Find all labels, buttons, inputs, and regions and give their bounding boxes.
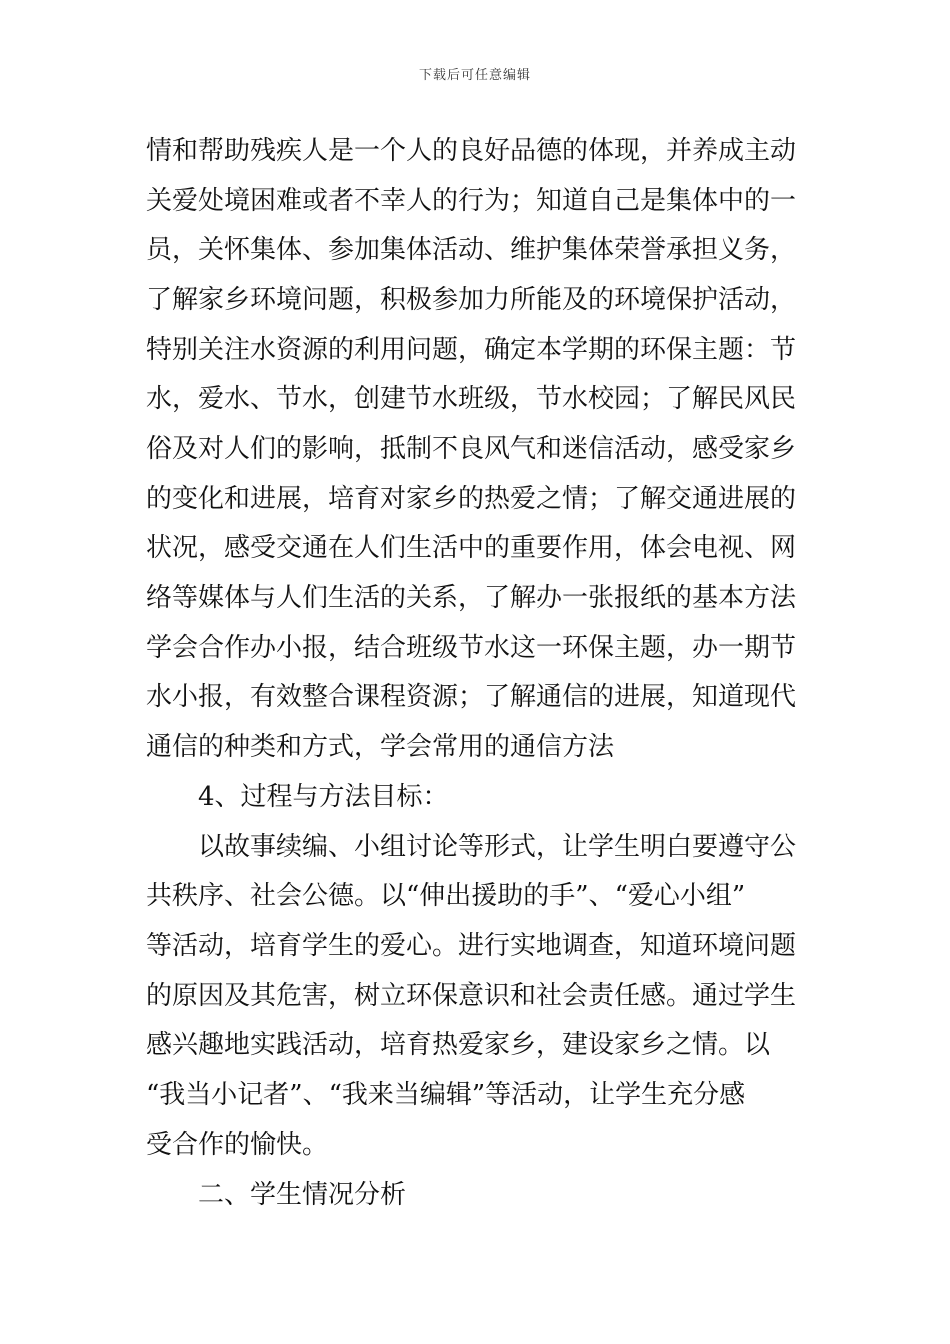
text-line: 水，爱水、节水，创建节水班级，节水校园；了解民风民 [146,384,797,414]
text-line: 水小报，有效整合课程资源；了解通信的进展，知道现代 [146,682,797,712]
text-line: 状况，感受交通在人们生活中的重要作用，体会电视、网 [146,533,797,563]
page-header: 下载后可任意编辑 [418,68,531,83]
text-line: 感兴趣地实践活动，培育热爱家乡，建设家乡之情。以 [146,1030,771,1060]
section-heading: 4、过程与方法目标： [198,782,449,812]
text-line: 了解家乡环境问题，积极参加力所能及的环境保护活动， [146,285,797,315]
text-line: 共秩序、社会公德。以“伸出援助的手”、“爱心小组” [146,881,746,911]
text-line: 的原因及其危害，树立环保意识和社会责任感。通过学生 [146,981,797,1011]
text-line: 学会合作办小报，结合班级节水这一环保主题，办一期节 [146,633,797,663]
text-line: 通信的种类和方式，学会常用的通信方法 [146,732,615,762]
text-line: 以故事续编、小组讨论等形式，让学生明白要遵守公 [198,832,797,862]
text-line: 员，关怀集体、参加集体活动、维护集体荣誉承担义务， [146,235,797,265]
text-line: 的变化和进展，培育对家乡的热爱之情；了解交通进展的 [146,484,797,514]
text-line: 关爱处境困难或者不幸人的行为；知道自己是集体中的一 [146,186,797,216]
text-line: 特别关注水资源的利用问题，确定本学期的环保主题：节 [146,335,797,365]
text-line: 俗及对人们的影响，抵制不良风气和迷信活动，感受家乡 [146,434,797,464]
text-line: 络等媒体与人们生活的关系，了解办一张报纸的基本方法 [146,583,797,613]
text-line: 情和帮助残疾人是一个人的良好品德的体现，并养成主动 [146,136,797,166]
text-line: 受合作的愉快。 [146,1130,329,1160]
section-heading: 二、学生情况分析 [198,1180,407,1210]
text-line: 等活动，培育学生的爱心。进行实地调查，知道环境问题 [146,931,797,961]
text-line: “我当小记者”、“我来当编辑”等活动，让学生充分感 [146,1080,746,1110]
